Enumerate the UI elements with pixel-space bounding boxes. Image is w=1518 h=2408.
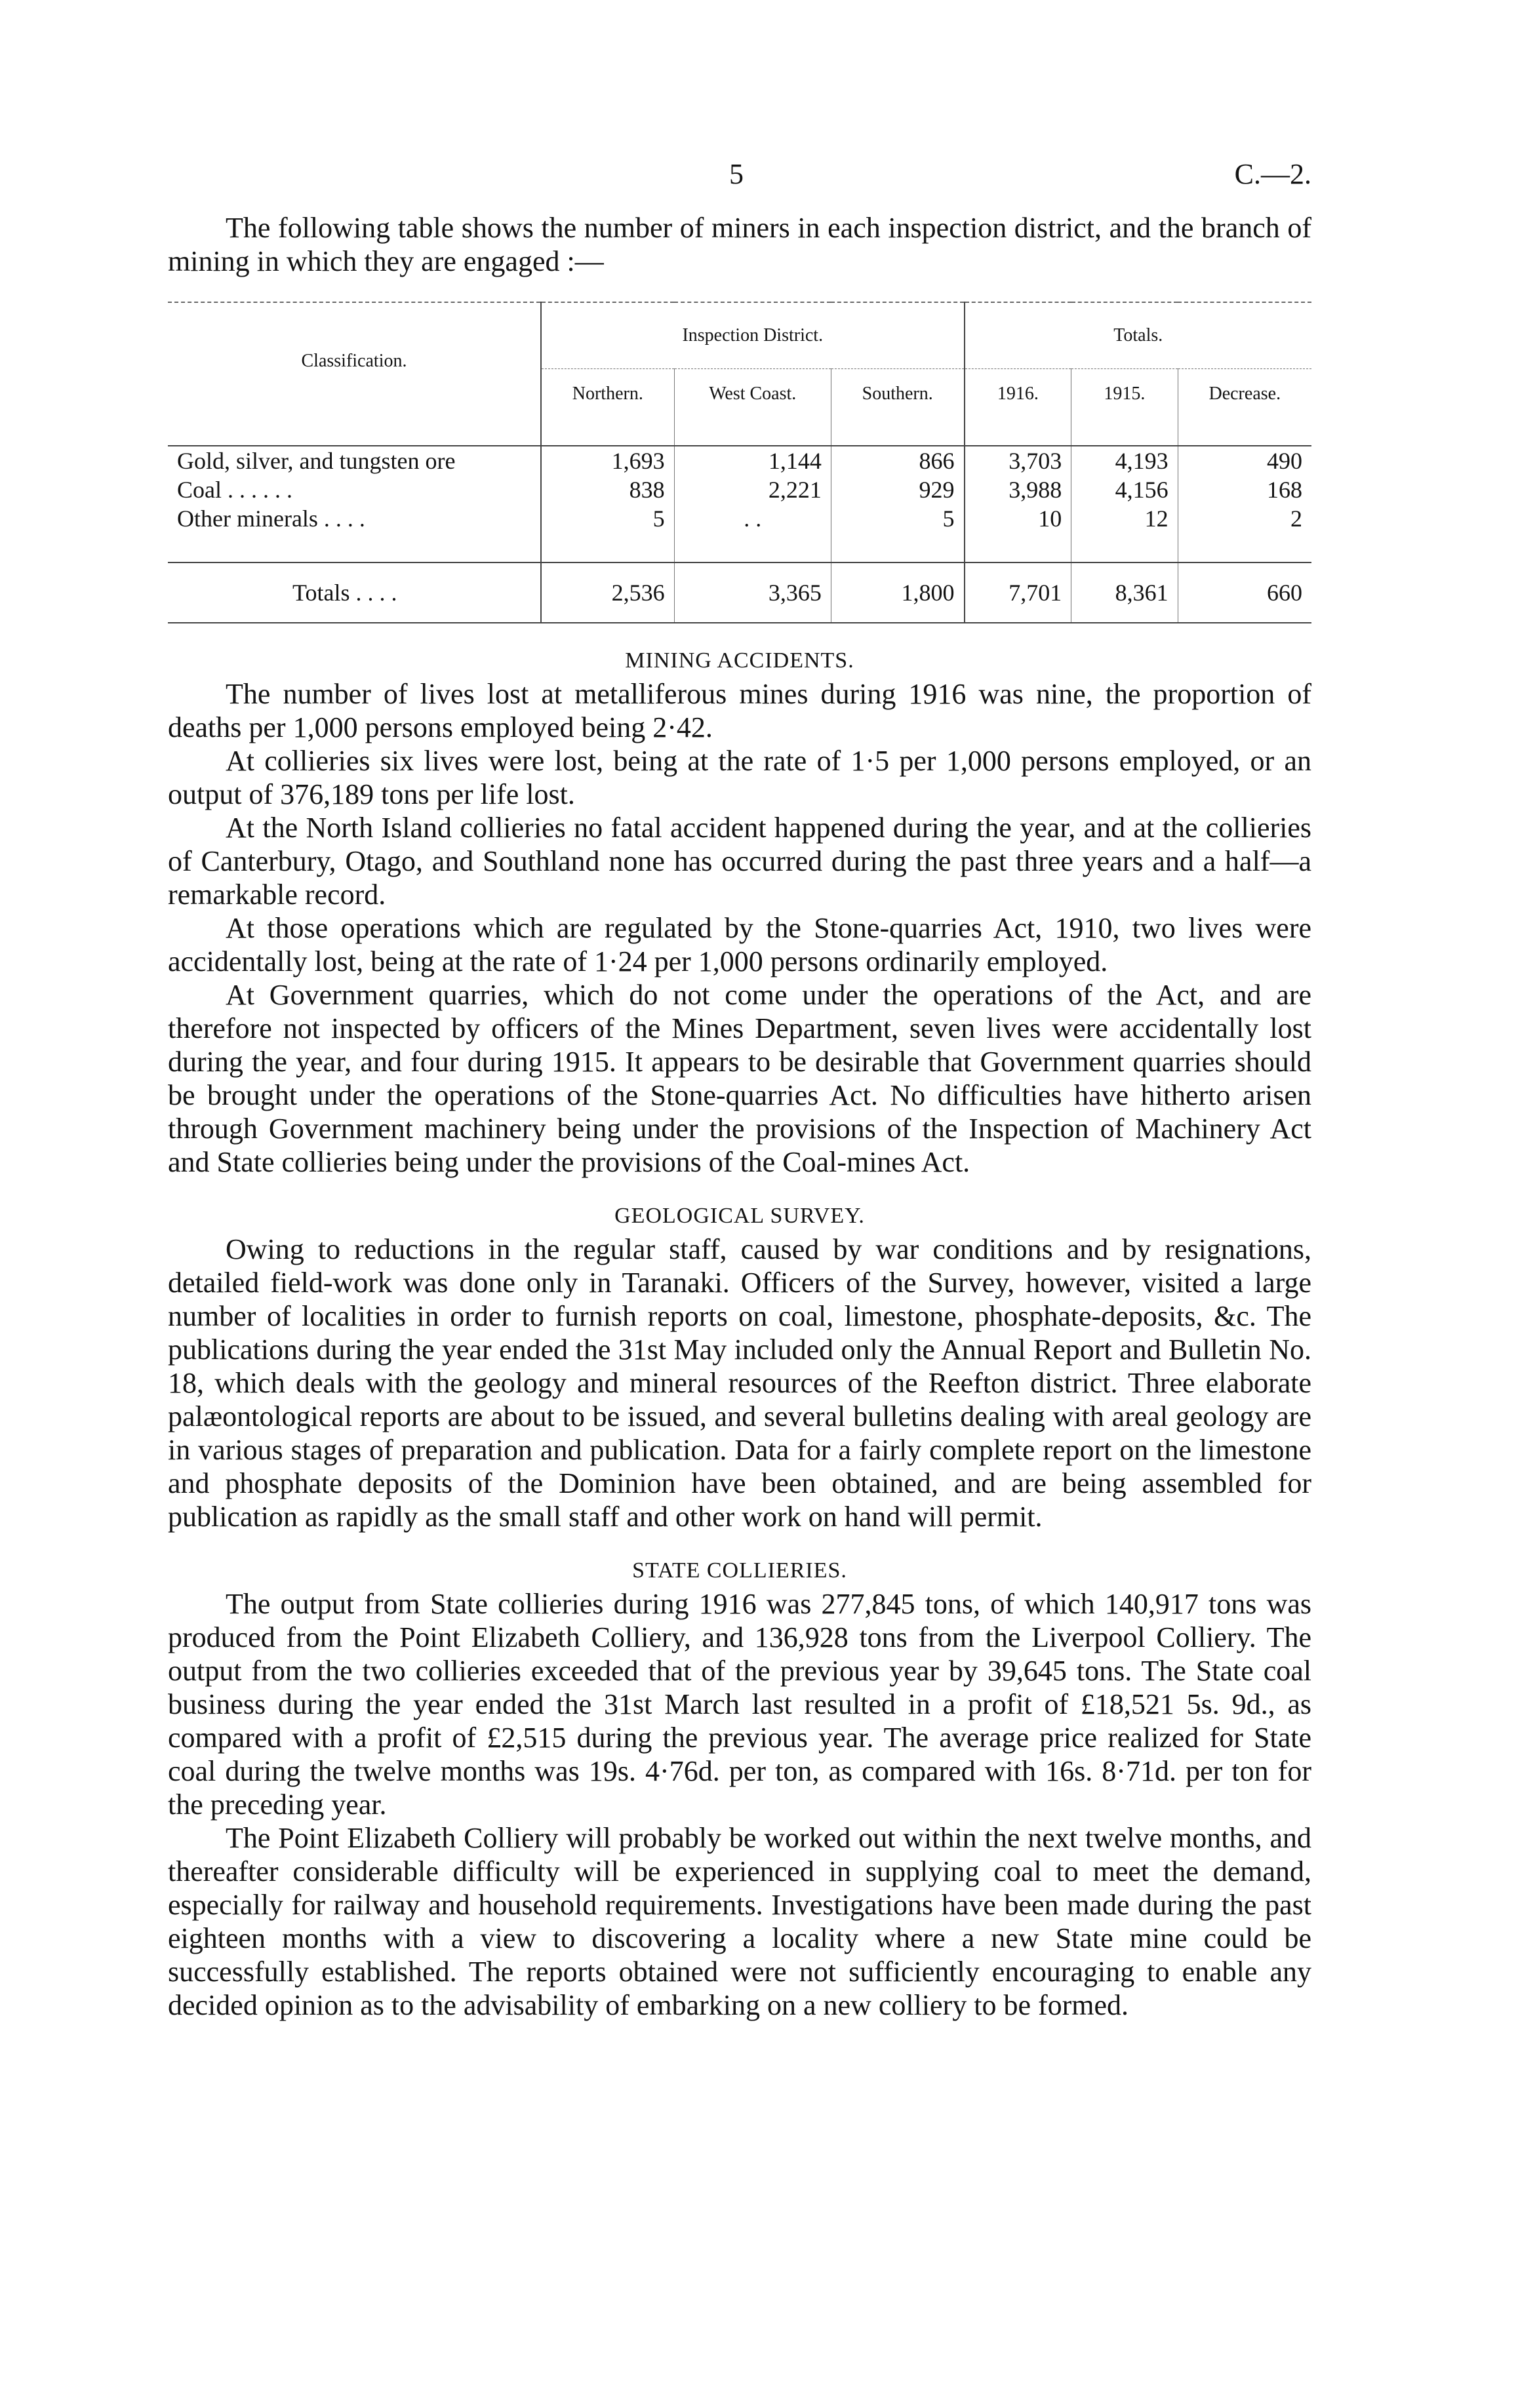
table-cell: 8,361 bbox=[1071, 563, 1178, 623]
table-cell: 7,701 bbox=[965, 563, 1071, 623]
table-cell: 168 bbox=[1267, 477, 1302, 503]
totals-row bbox=[168, 563, 1311, 623]
table-cell: 12 bbox=[1071, 504, 1178, 533]
paragraph: Owing to reductions in the regular staff, caused by war conditions and by resignations, detailed field-work was done only in Taranaki. Officers of the Survey, however, visited a large number of localities in order to furnish reports on coal, limestone, phosphate-deposits, &c. The publications during the year ended the 31st May included only the Annual Report and Bulletin No. 18, which deals with the geology and mineral resources of the Reefton district. Three elaborate palæontological reports are about to be issued, and several bulletins dealing with areal geology are in various stages of preparation and publication. Data for a fairly complete report on the limestone and phosphate deposits of the Dominion have been obtained, and are being assembled for publication as rapidly as the small staff and other work on hand will permit. bbox=[168, 1233, 1311, 1533]
paragraph: At the North Island collieries no fatal accident happened during the year, and at the collieries of Canterbury, Otago, and Southland none has occurred during the past three years and a half—a remarkable record. bbox=[168, 812, 1311, 911]
table-cell: 4,156 bbox=[1071, 475, 1178, 504]
table-cell: 929 bbox=[831, 475, 964, 504]
table-cell: 838 bbox=[541, 475, 674, 504]
table-row bbox=[168, 446, 1311, 475]
row-label: Other minerals . . . . bbox=[168, 504, 541, 533]
table-row bbox=[168, 475, 1311, 504]
table-cell: . . bbox=[674, 504, 831, 533]
col-decrease: Decrease. bbox=[1208, 384, 1281, 404]
paragraph: The number of lives lost at metalliferous mines during 1916 was nine, the proportion of deaths per 1,000 persons employed being 2·42. bbox=[168, 678, 1311, 743]
table-cell: 1,144 bbox=[674, 446, 831, 475]
col-southern: Southern. bbox=[831, 369, 964, 420]
table-row bbox=[168, 504, 1311, 533]
row-label: Gold, silver, and tungsten ore bbox=[168, 446, 541, 475]
paragraph: The output from State collieries during 1916 was 277,845 tons, of which 140,917 tons was produced from the Point Elizabeth Colliery, and 136,928 tons from the Liverpool Colliery. The output from the two collieries exceeded that of the previous year by 39,645 tons. The State coal business during the year ended the 31st March last resulted in a profit of £18,521 5s. 9d., as compared with a profit of £2,515 during the previous year. The average price realized for State coal during the twelve months was 19s. 4·76d. per ton, as compared with 16s. 8·71d. per ton for the preceding year. bbox=[168, 1588, 1311, 1821]
table-cell: 5 bbox=[831, 504, 964, 533]
classification-header: Classification. bbox=[168, 302, 541, 419]
page-header bbox=[168, 157, 1311, 197]
paragraph: The Point Elizabeth Colliery will probably be worked out within the next twelve months, and thereafter considerable difficulty will be experienced in supplying coal to meet the demand, especially for railway and household requirements. Investigations have been made during the past eighteen months with a view to discovering a locality where a new State mine could be successfully established. The reports obtained were not sufficiently encouraging to enable any decided opinion as to the advisability of embarking on a new colliery to be formed. bbox=[168, 1822, 1311, 2021]
col-northern: Northern. bbox=[541, 369, 674, 420]
miners-table bbox=[168, 302, 1311, 623]
table-cell: 4,193 bbox=[1071, 446, 1178, 475]
table-cell: 2,221 bbox=[674, 475, 831, 504]
table-cell: 3,703 bbox=[965, 446, 1071, 475]
section-heading-mining-accidents: MINING ACCIDENTS. bbox=[625, 648, 854, 673]
table-cell: 660 bbox=[1178, 563, 1311, 623]
inspection-district-header: Inspection District. bbox=[541, 302, 965, 369]
table-cell: 490 bbox=[1267, 448, 1302, 474]
table-cell: 3,988 bbox=[965, 475, 1071, 504]
intro-paragraph: The following table shows the number of miners in each inspection district, and the branch of mining in which they are engaged :— bbox=[168, 212, 1311, 277]
row-label: Coal . . . . . . bbox=[168, 475, 541, 504]
table-cell: 5 bbox=[541, 504, 674, 533]
col-1915: 1915. bbox=[1071, 369, 1178, 420]
table-cell: 2 bbox=[1290, 505, 1302, 532]
document-reference: C.—2. bbox=[1234, 158, 1311, 190]
totals-header: Totals. bbox=[965, 302, 1311, 369]
table-cell: 1,693 bbox=[541, 446, 674, 475]
table-cell: 10 bbox=[965, 504, 1071, 533]
col-west-coast: West Coast. bbox=[674, 369, 831, 420]
table-cell: 2,536 bbox=[541, 563, 674, 623]
section-heading-state-collieries: STATE COLLIERIES. bbox=[632, 1558, 847, 1583]
paragraph: At Government quarries, which do not come under the operations of the Act, and are therefore not inspected by officers of the Mines Department, seven lives were accidentally lost during the year, and four during 1915. It appears to be desirable that Government quarries should be brought under the operations of the Stone-quarries Act. No difficulties have hitherto arisen through Government machinery being under the provisions of the Inspection of Machinery Act and State collieries being under the provisions of the Coal-mines Act. bbox=[168, 979, 1311, 1178]
page-number: 5 bbox=[729, 158, 744, 190]
table-cell: 866 bbox=[831, 446, 964, 475]
totals-label: Totals . . . . bbox=[168, 563, 541, 623]
paragraph: At those operations which are regulated by the Stone-quarries Act, 1910, two lives were accidentally lost, being at the rate of 1·24 per 1,000 persons ordinarily employed. bbox=[168, 912, 1311, 977]
paragraph: At collieries six lives were lost, being at the rate of 1·5 per 1,000 persons employed, or an output of 376,189 tons per life lost. bbox=[168, 745, 1311, 810]
document-page bbox=[168, 157, 1311, 2022]
col-1916: 1916. bbox=[965, 369, 1071, 420]
table-cell: 1,800 bbox=[831, 563, 964, 623]
table-cell: 3,365 bbox=[674, 563, 831, 623]
section-heading-geological-survey: GEOLOGICAL SURVEY. bbox=[614, 1204, 865, 1228]
